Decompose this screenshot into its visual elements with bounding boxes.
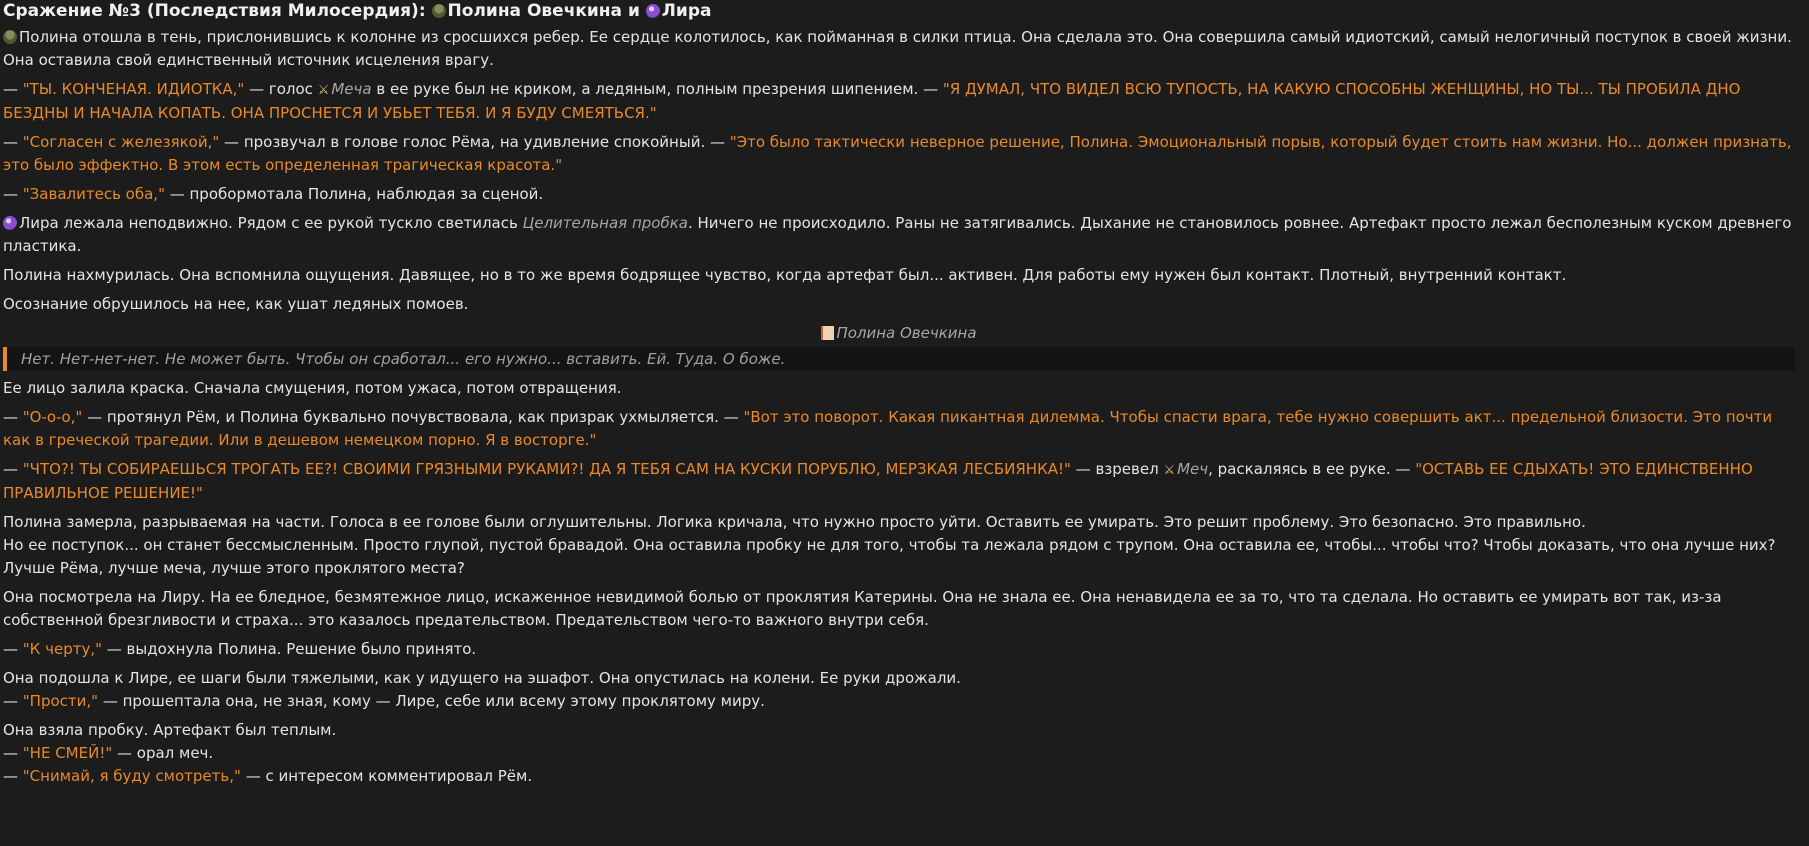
paragraph-1 — [3, 26, 1795, 72]
narration: Лира лежала неподвижно. Рядом с ее рукой тускло светилась — [19, 214, 523, 232]
dash: — — [3, 133, 23, 151]
narration: , раскаляясь в ее руке. — — [1208, 460, 1416, 478]
paragraph-4 — [3, 183, 1795, 206]
narration: — прозвучал в голове голос Рёма, на удивление спокойный. — — [219, 133, 730, 151]
scene-title — [3, 0, 1795, 22]
sword-name: Меч — [1177, 460, 1209, 478]
dash: — — [3, 767, 23, 785]
crystal-ball-icon — [646, 4, 660, 18]
sword-quote: "Я ДУМАЛ, ЧТО ВИДЕЛ ВСЮ ТУПОСТЬ, НА КАКУЮ СПОСОБНЫ ЖЕНЩИНЫ, НО ТЫ... ТЫ ПРОБИЛА ДНО БЕЗДНЫ И НАЧАЛА КОПАТЬ. ОНА ПРОСНЕТСЯ И УБЬЕТ ТЕБЯ. И Я БУДУ СМЕЯТЬСЯ." — [3, 80, 1741, 122]
narration: — прошептала она, не зная, кому — Лире, себе или всему этому проклятому миру. — [98, 692, 765, 710]
narration: в ее руке был не криком, а ледяным, полным презрения шипением. — — [371, 80, 943, 98]
paragraph-15a: Она взяла пробку. Артефакт был теплым. — [3, 721, 337, 739]
dash: — — [3, 744, 23, 762]
rem-quote: "Это было тактически неверное решение, Полина. Эмоциональный порыв, который будет стоить нам жизни. Но... должен признать, это было эффектно. В этом есть определенная трагическая красота." — [3, 133, 1792, 174]
speaker-name: Полина Овечкина — [836, 324, 977, 342]
paragraph-2 — [3, 78, 1795, 125]
narration: — пробормотала Полина, наблюдая за сценой. — [164, 185, 544, 203]
crystal-ball-icon — [3, 216, 17, 230]
paragraph-14b — [3, 690, 1795, 713]
dash: — — [3, 640, 23, 658]
paragraph-6: Полина нахмурилась. Она вспомнила ощущения. Давящее, но в то же время бодрящее чувство, когда артефат был... активен. Для работы ему нужен был контакт. Плотный, внутренний контакт. — [3, 266, 1567, 284]
narration: — выдохнула Полина. Решение было принято. — [102, 640, 477, 658]
paragraph-15c — [3, 765, 1795, 788]
scroll-icon — [821, 326, 834, 340]
paragraph-11a: Полина замерла, разрываемая на части. Голоса в ее голове были оглушительны. Логика кричала, что нужно просто уйти. Оставить ее умирать. Это решит проблему. Это безопасно. Это правильно. — [3, 513, 1586, 531]
item-name: Целительная пробка — [522, 214, 688, 232]
sword-quote: "НЕ СМЕЙ!" — [22, 744, 113, 762]
rem-quote: "Вот это поворот. Какая пикантная дилемма. Чтобы спасти врага, тебе нужно совершить акт... предельной близости. Это почти как в греческой трагедии. Или в дешевом немецком порно. Я в восторге." — [3, 408, 1773, 449]
rem-quote: "О-о-о," — [22, 408, 83, 426]
narration: — с интересом комментировал Рём. — [240, 767, 533, 785]
sword-quote: "ОСТАВЬ ЕЕ СДЫХАТЬ! ЭТО ЕДИНСТВЕННО ПРАВИЛЬНОЕ РЕШЕНИЕ!" — [3, 460, 1753, 502]
polina-quote: "К черту," — [22, 640, 102, 658]
paragraph-8: Ее лицо залила краска. Сначала смущения, потом ужаса, потом отвращения. — [3, 379, 622, 397]
paragraph-12: Она посмотрела на Лиру. На ее бледное, безмятежное лицо, искаженное невидимой болью от проклятия Катерины. Она не знала ее. Она ненавидела ее за то, что та сделала. Но оставить ее умирать вот так, из-за собственной брезгливости и страха... это казалось предательством. Предательством чего-то важного внутри себя. — [3, 588, 1722, 629]
crossed-swords-icon: ⚔ — [317, 83, 330, 98]
narration: . Ничего не происходило. Раны не затягивались. Дыхание не становилось ровнее. Артефакт просто лежал бесполезным куском древнего пластика. — [3, 214, 1792, 255]
narration: — взревел — [1070, 460, 1164, 478]
polina-quote: "Прости," — [22, 692, 99, 710]
sword-quote: "ТЫ. КОНЧЕНАЯ. ИДИОТКА," — [22, 80, 245, 98]
dash: — — [3, 692, 23, 710]
dash: — — [3, 185, 23, 203]
sword-name: Меча — [331, 80, 372, 98]
title-name-polina: Полина Овечкина — [447, 1, 623, 21]
paragraph-7: Осознание обрушилось на нее, как ушат ледяных помоев. — [3, 295, 469, 313]
narration: — протянул Рём, и Полина буквально почувствовала, как призрак ухмыляется. — — [82, 408, 744, 426]
paragraph-3 — [3, 131, 1795, 177]
dash: — — [3, 80, 23, 98]
paragraph-10 — [3, 458, 1795, 505]
military-helmet-icon — [432, 4, 446, 18]
dash: — — [3, 460, 23, 478]
thought-blockquote: Нет. Нет-нет-нет. Не может быть. Чтобы он сработал... его нужно... вставить. Ей. Туда. О боже. — [3, 347, 1795, 371]
narration: — голос — [244, 80, 318, 98]
paragraph-14a: Она подошла к Лире, ее шаги были тяжелыми, как у идущего на эшафот. Она опустилась на колени. Ее руки дрожали. — [3, 669, 961, 687]
military-helmet-icon — [3, 30, 17, 44]
rem-quote: "Согласен с железякой," — [22, 133, 220, 151]
dash: — — [3, 408, 23, 426]
title-prefix: Сражение №3 (Последствия Милосердия): — [3, 1, 432, 21]
title-name-lira: Лира — [661, 1, 712, 21]
sword-quote: "ЧТО?! ТЫ СОБИРАЕШЬСЯ ТРОГАТЬ ЕЕ?! СВОИМИ ГРЯЗНЫМИ РУКАМИ?! ДА Я ТЕБЯ САМ НА КУСКИ ПОРУБЛЮ, МЕРЗКАЯ ЛЕСБИЯНКА!" — [22, 460, 1071, 478]
paragraph-text: Полина отошла в тень, прислонившись к колонне из сросшихся ребер. Ее сердце колотилось, как пойманная в силки птица. Она сделала это. Она совершила самый идиотский, самый нелогичный поступок в своей жизни. Она оставила свой единственный источник исцеления врагу. — [3, 28, 1792, 69]
title-joiner: и — [622, 1, 646, 21]
paragraph-15b — [3, 742, 1795, 765]
rem-quote: "Снимай, я буду смотреть," — [22, 767, 241, 785]
thought-speaker — [3, 322, 1795, 345]
paragraph-13 — [3, 638, 1795, 661]
paragraph-5 — [3, 212, 1795, 258]
narration: — орал меч. — [112, 744, 214, 762]
polina-quote: "Завалитесь оба," — [22, 185, 165, 203]
paragraph-11b: Но ее поступок... он станет бессмысленным. Просто глупой, пустой бравадой. Она оставила пробку не для того, чтобы та лежала рядом с трупом. Она оставила ее, чтобы... чтобы что? Чтобы доказать, что она лучше них? Лучше Рёма, лучше меча, лучше этого проклятого места? — [3, 536, 1776, 577]
crossed-swords-icon: ⚔ — [1163, 463, 1176, 478]
paragraph-9 — [3, 406, 1795, 452]
